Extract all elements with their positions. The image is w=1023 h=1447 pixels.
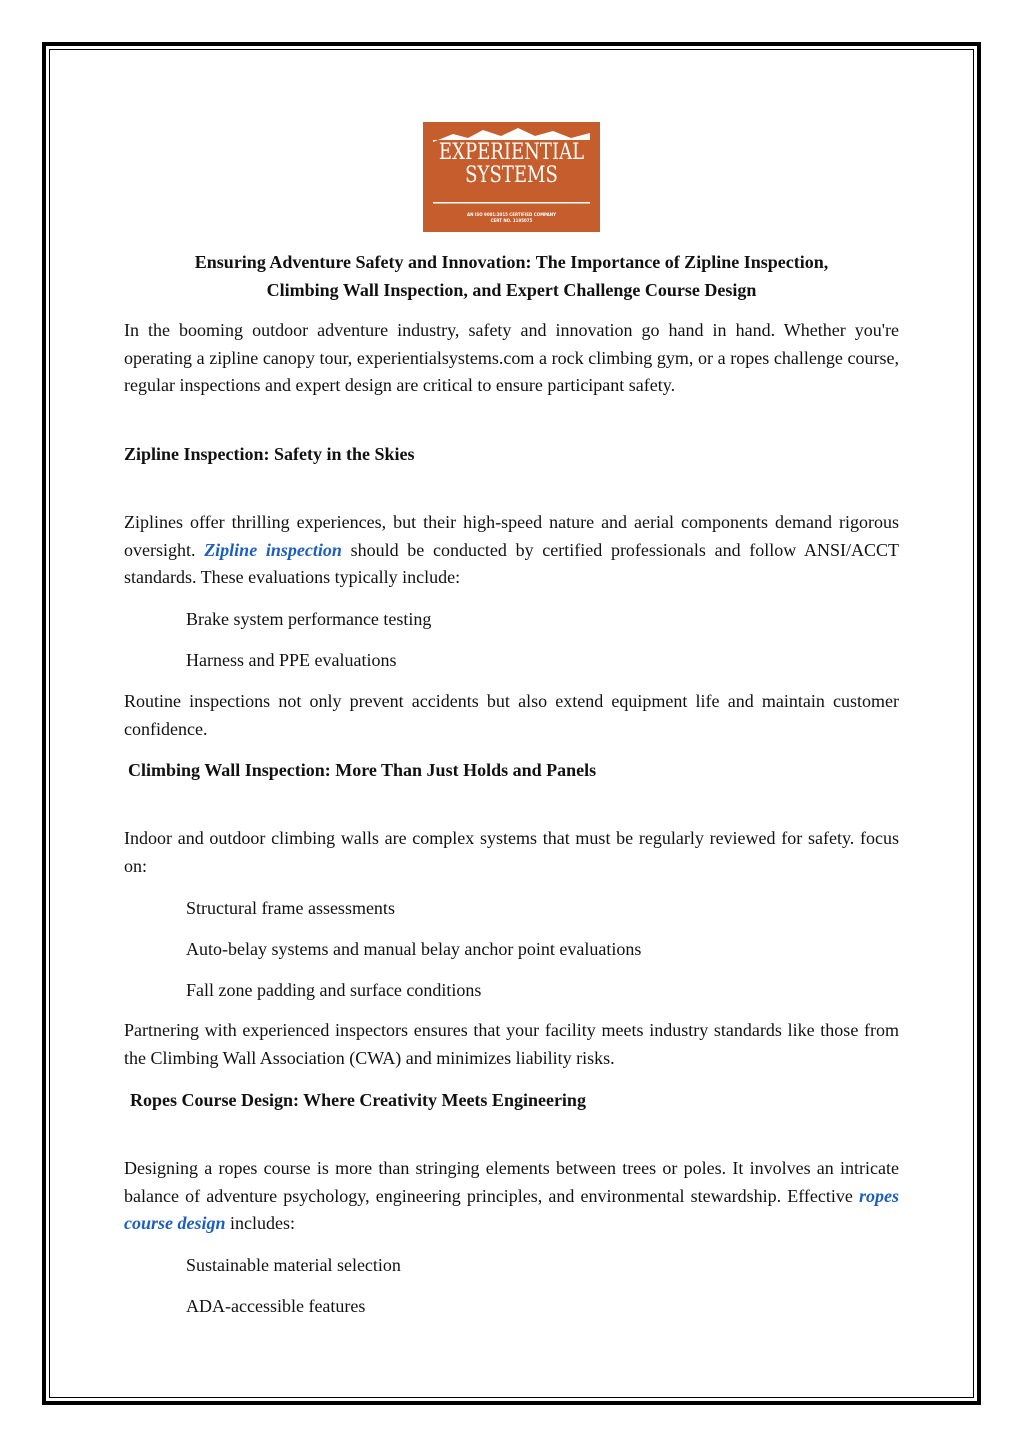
climbing-paragraph: Indoor and outdoor climbing walls are complex systems that must be regularly reviewed for safety. focus on:	[124, 828, 899, 876]
logo-text-line2: SYSTEMS	[465, 163, 558, 188]
document-title	[124, 248, 899, 304]
zipline-inspection-link[interactable]: Zipline inspection	[204, 539, 342, 560]
logo-cert-text: AN ISO 9001:2015 CERTIFIED COMPANY	[467, 212, 556, 217]
list-item: Sustainable material selection	[186, 1255, 401, 1275]
zipline-text-start: Ziplines offer thrilling experiences, but their high-speed nature and aerial components demand rigorous oversight.	[124, 512, 899, 560]
list-item: Structural frame assessments	[186, 898, 395, 918]
title-line2: Climbing Wall Inspection, and Expert Challenge Course Design	[266, 280, 757, 300]
list-item: Fall zone padding and surface conditions	[186, 980, 482, 1000]
title-line1: Ensuring Adventure Safety and Innovation: The Importance of Zipline Inspection,	[194, 252, 829, 272]
logo-text-line1: EXPERIENTIAL	[438, 140, 585, 165]
list-item: ADA-accessible features	[186, 1296, 366, 1316]
company-logo	[423, 122, 600, 232]
ropes-paragraph	[124, 1155, 899, 1238]
zipline-paragraph	[124, 509, 899, 592]
list-item: Harness and PPE evaluations	[186, 650, 397, 670]
list-item: Auto-belay systems and manual belay anchor point evaluations	[186, 939, 642, 959]
zipline-heading: Zipline Inspection: Safety in the Skies	[124, 444, 415, 464]
ropes-text-end: includes:	[225, 1213, 296, 1233]
ropes-heading: Ropes Course Design: Where Creativity Meets Engineering	[130, 1090, 586, 1110]
ropes-course-design-link[interactable]: ropes course design	[124, 1185, 899, 1233]
zipline-closing-paragraph: Routine inspections not only prevent accidents but also extend equipment life and maintain customer confidence.	[124, 691, 899, 739]
climbing-closing-paragraph: Partnering with experienced inspectors ensures that your facility meets industry standards like those from the Climbing Wall Association (CWA) and minimizes liability risks.	[124, 1020, 899, 1068]
ropes-text-start: Designing a ropes course is more than stringing elements between trees or poles. It involves an intricate balance of adventure psychology, engineering principles, and environmental stewardship. Effective	[124, 1158, 899, 1206]
zipline-text-end: should be conducted by certified professionals and follow ANSI/ACCT standards. These evaluations typically include:	[124, 539, 899, 587]
list-item: Brake system performance testing	[186, 609, 432, 629]
intro-paragraph: In the booming outdoor adventure industry, safety and innovation go hand in hand. Whether you're operating a zipline canopy tour, experientialsystems.com a rock climbing gym, or a ropes challenge course, regular inspections and expert design are critical to ensure participant safety.	[124, 320, 899, 395]
climbing-heading: Climbing Wall Inspection: More Than Just Holds and Panels	[128, 760, 597, 780]
logo-cert-number: CERT NO. 1195075	[490, 218, 533, 223]
